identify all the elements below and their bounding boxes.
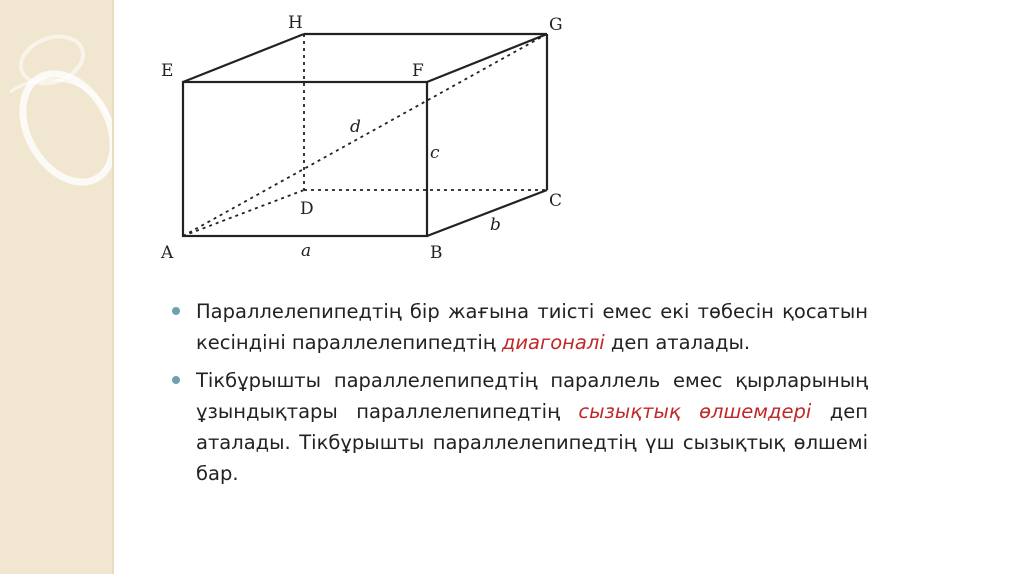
vertex-label-c: C: [549, 191, 563, 211]
swirl-decoration-icon: [0, 0, 112, 574]
edge-label-d: d: [350, 117, 361, 137]
vertex-label-f: F: [412, 61, 424, 81]
bullet-dot-icon: [172, 307, 180, 315]
vertex-label-e: E: [161, 61, 174, 81]
bullet-dot-icon: [172, 376, 180, 384]
vertex-label-h: H: [288, 13, 303, 33]
band-edge: [112, 0, 114, 574]
definition-diagonal: [172, 296, 868, 358]
vertex-label-a: A: [161, 243, 174, 263]
definition-list: [172, 296, 868, 496]
vertex-label-d: D: [300, 199, 314, 219]
edge-ad-hidden: [183, 190, 304, 236]
definition-text: Тікбұрышты параллелепипедтің параллель емес қырларының ұзындықтары параллелепипедтің: [196, 369, 868, 423]
vertex-label-g: G: [549, 15, 563, 35]
vertex-label-b: B: [430, 243, 443, 263]
definition-text-end: деп аталады.: [604, 331, 751, 354]
definition-linear-dimensions: [172, 365, 868, 489]
definition-text: Параллелепипедтің бір жағына тиісті емес екі төбесін қосатын кесіндіні параллелепипедтің: [196, 300, 868, 354]
edge-bc: [427, 190, 547, 236]
edge-label-c: c: [430, 143, 440, 163]
term-linear-dimensions: сызықтық өлшемдері: [578, 400, 812, 423]
diagonal-ag: [183, 34, 547, 236]
definition-text-end: деп аталады. Тікбұрышты параллелепипедтің үш сызықтық өлшемі бар.: [196, 400, 868, 485]
edge-label-a: a: [301, 241, 312, 261]
term-diagonal: диагоналі: [501, 331, 605, 354]
edge-label-b: b: [490, 215, 501, 235]
edge-fg: [427, 34, 547, 82]
edge-eh: [183, 34, 304, 82]
parallelepiped-figure: [150, 8, 590, 278]
